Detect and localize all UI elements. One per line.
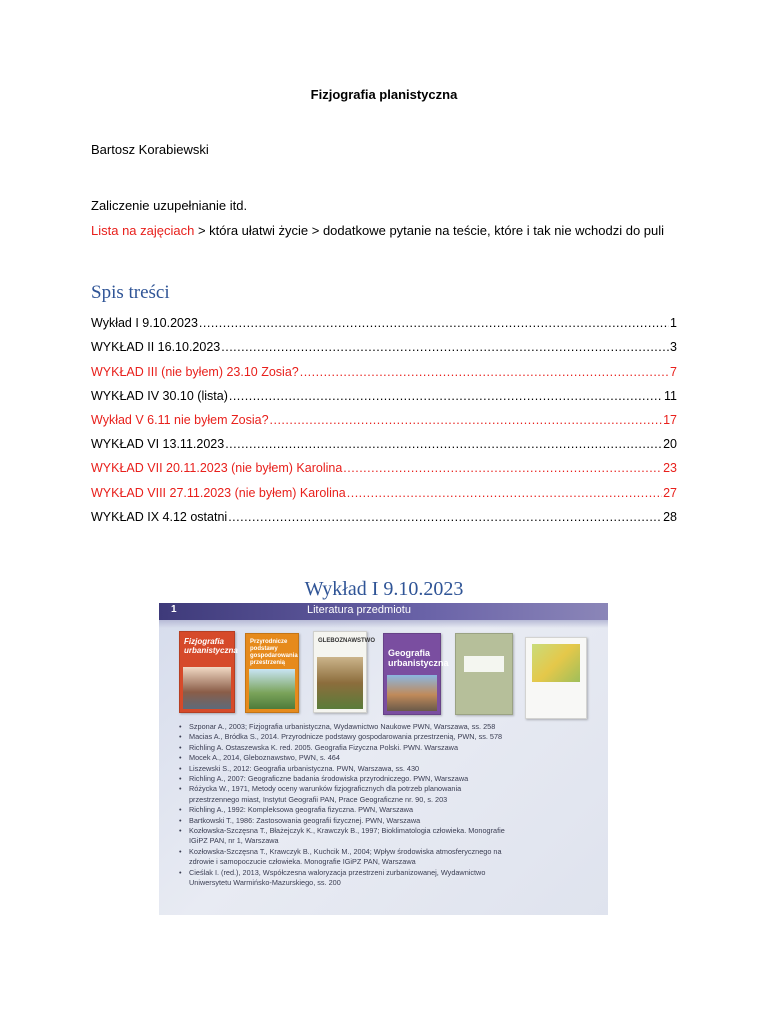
book-cover-map-image	[532, 644, 580, 682]
reference-item: • Mocek A., 2014, Gleboznawstwo, PWN, s. 464	[179, 753, 599, 763]
toc-entry[interactable]	[91, 403, 677, 427]
toc-leader-dots	[343, 461, 662, 475]
reference-item: • Różycka W., 1971, Metody oceny warunków fizjograficznych dla potrzeb planowania	[179, 784, 599, 794]
book-cover-title: Przyrodnicze podstawy gospodarowania przestrzenią	[250, 639, 298, 666]
toc-entry-label: WYKŁAD III (nie byłem) 23.10 Zosia?	[91, 364, 299, 379]
book-cover	[245, 633, 299, 713]
book-cover-image	[387, 675, 437, 711]
toc-entry-label: WYKŁAD II 16.10.2023	[91, 340, 221, 355]
table-of-contents	[91, 306, 677, 524]
reference-item: • Macias A., Bródka S., 2014. Przyrodnicze podstawy gospodarowania przestrzenią, PWN, ss. 578	[179, 732, 599, 742]
slide-photo	[159, 603, 608, 915]
toc-entry-label: WYKŁAD VIII 27.11.2023 (nie byłem) Karolina	[91, 485, 346, 500]
toc-leader-dots	[221, 340, 669, 354]
book-cover	[179, 631, 238, 713]
toc-entry-page: 17	[663, 412, 677, 427]
slide-number: 1	[171, 604, 177, 615]
toc-leader-dots	[347, 486, 662, 500]
reference-item-continued: Uniwersytetu Warmińsko-Mazurskiego, ss. 200	[189, 878, 341, 888]
toc-entry-label: WYKŁAD VI 13.11.2023	[91, 437, 225, 452]
toc-entry-page: 1	[670, 316, 677, 331]
reference-item-continued: przestrzennego miast, Instytut Geografii PAN, Prace Geograficzne nr. 90, s. 203	[189, 794, 448, 804]
reference-item: • Richling A., 2007: Geograficzne badania środowiska przyrodniczego. PWN, Warszawa	[179, 774, 599, 784]
reference-list	[179, 722, 599, 889]
toc-leader-dots	[199, 316, 669, 330]
toc-entry-label: WYKŁAD IV 30.10 (lista)	[91, 388, 228, 403]
toc-entry-page: 7	[670, 364, 677, 379]
note-rest-text: > która ułatwi życie > dodatkowe pytanie na teście, które i tak nie wchodzi do puli	[194, 223, 665, 238]
toc-entry[interactable]	[91, 379, 677, 403]
toc-entry-label: Wykład V 6.11 nie byłem Zosia?	[91, 412, 269, 427]
toc-leader-dots	[229, 389, 663, 403]
note-line	[91, 223, 664, 238]
toc-entry[interactable]	[91, 475, 677, 499]
toc-leader-dots	[270, 413, 663, 427]
toc-entry[interactable]	[91, 451, 677, 475]
toc-entry-page: 28	[663, 509, 677, 524]
toc-entry-page: 23	[663, 461, 677, 476]
reference-item-continued: zdrowie i samopoczucie człowieka. Monografie IGiPZ PAN, Warszawa	[189, 857, 416, 867]
toc-leader-dots	[300, 365, 669, 379]
toc-entry[interactable]	[91, 354, 677, 378]
book-cover	[383, 633, 449, 715]
toc-entry-page: 11	[664, 388, 677, 403]
slide-bar-shadow	[159, 620, 608, 628]
toc-entry-label: WYKŁAD IX 4.12 ostatni	[91, 509, 228, 524]
reference-item-continued: IGiPZ PAN, nr 1, Warszawa	[189, 836, 279, 846]
book-cover-image	[249, 669, 295, 709]
book-cover-title: GLEBOZNAWSTWO	[318, 638, 375, 644]
intro-text: Zaliczenie uzupełnianie itd.	[91, 198, 248, 213]
toc-entry[interactable]	[91, 306, 677, 330]
book-cover-image	[183, 667, 231, 709]
reference-item: • Liszewski S., 2012: Geografia urbanistyczna. PWN, Warszawa, ss. 430	[179, 764, 599, 774]
toc-entry[interactable]	[91, 427, 677, 451]
book-cover	[525, 637, 587, 719]
toc-entry-label: WYKŁAD VII 20.11.2023 (nie byłem) Karolina	[91, 461, 343, 476]
toc-entry[interactable]	[91, 500, 677, 524]
toc-entry-page: 3	[670, 340, 677, 355]
toc-leader-dots	[225, 437, 662, 451]
lecture-heading: Wykład I 9.10.2023	[304, 578, 464, 600]
toc-entry[interactable]	[91, 330, 677, 354]
book-cover-image	[464, 656, 504, 672]
document-title: Fizjografia planistyczna	[310, 87, 458, 102]
reference-item: • Szponar A., 2003; Fizjografia urbanistyczna, Wydawnictwo Naukowe PWN, Warszawa, ss. 258	[179, 722, 599, 732]
reference-item: • Kozłowska-Szczęsna T., Krawczyk B., Kuchcik M., 2004; Wpływ środowiska atmosferycznego na	[179, 847, 599, 857]
book-cover-image	[317, 657, 363, 709]
slide-title: Literatura przedmiotu	[307, 604, 411, 616]
book-cover	[313, 631, 375, 713]
reference-item: • Bartkowski T., 1986: Zastosowania geografii fizycznej. PWN, Warszawa	[179, 816, 599, 826]
reference-item: • Richling A., 1992: Kompleksowa geografia fizyczna. PWN, Warszawa	[179, 805, 599, 815]
book-cover	[455, 633, 513, 715]
reference-item: • Cieślak I. (red.), 2013, Współczesna waloryzacja przestrzeni zurbanizowanej, Wydawnictwo	[179, 868, 599, 878]
book-cover-title: Geografia urbanistyczna	[388, 648, 449, 668]
slide-title-bar	[159, 603, 608, 620]
book-cover-title: Fizjografia urbanistyczna	[184, 637, 238, 655]
reference-item: • Kozłowska-Szczęsna T., Błażejczyk K., Krawczyk B., 1997; Bioklimatologia człowieka. Monografie	[179, 826, 599, 836]
toc-heading: Spis treści	[91, 282, 170, 303]
author-name: Bartosz Korabiewski	[91, 142, 209, 157]
note-red-text: Lista na zajęciach	[91, 223, 195, 238]
reference-item: • Richling A. Ostaszewska K. red. 2005. Geografia Fizyczna Polski. PWN. Warszawa	[179, 743, 599, 753]
toc-entry-label: Wykład I 9.10.2023	[91, 316, 198, 331]
toc-entry-page: 20	[663, 437, 677, 452]
toc-leader-dots	[228, 510, 662, 524]
toc-entry-page: 27	[663, 485, 677, 500]
